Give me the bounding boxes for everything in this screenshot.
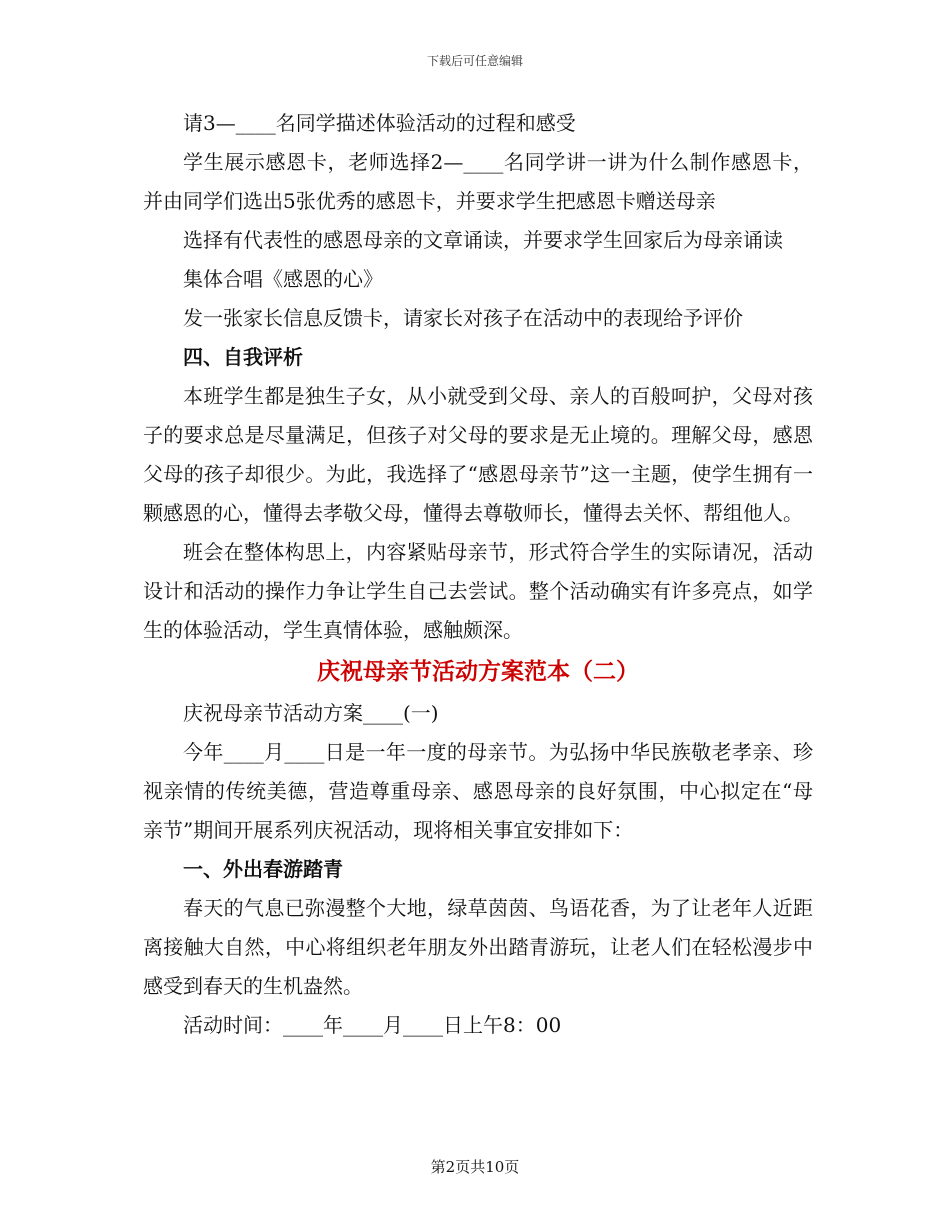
paragraph: 选择有代表性的感恩母亲的文章诵读，并要求学生回家后为母亲诵读 bbox=[183, 228, 783, 252]
paragraph: 活动时间：____年____月____日上午8：00 bbox=[183, 1013, 562, 1037]
page-header: 下载后可任意编辑 bbox=[426, 54, 523, 68]
paragraph: 发一张家长信息反馈卡，请家长对孩子在活动中的表现给予评价 bbox=[183, 306, 743, 330]
section-heading: 一、外出春游踏青 bbox=[183, 857, 343, 881]
page-footer: 第2页共10页 bbox=[430, 1158, 520, 1176]
paragraph: 春天的气息已弥漫整个大地，绿草茵茵、鸟语花香，为了让老年人近距离接触大自然，中心将组织老年朋友外出踏青游玩，让老人们在轻松漫步中感受到春天的生机盎然。 bbox=[143, 896, 813, 998]
document-title: 庆祝母亲节活动方案范本（二） bbox=[317, 659, 639, 685]
section-heading: 四、自我评析 bbox=[183, 345, 303, 369]
paragraph: 集体合唱《感恩的心》 bbox=[183, 267, 383, 291]
paragraph: 班会在整体构思上，内容紧贴母亲节，形式符合学生的实际请况，活动设计和活动的操作力争让学生自己去尝试。整个活动确实有许多亮点，如学生的体验活动，学生真情体验，感触颇深。 bbox=[143, 540, 813, 642]
document-body bbox=[143, 104, 813, 1045]
paragraph: 本班学生都是独生子女，从小就受到父母、亲人的百般呵护，父母对孩子的要求总是尽量满足，但孩子对父母的要求是无止境的。理解父母，感恩父母的孩子却很少。为此，我选择了“感恩母亲节”这一主题，使学生拥有一颗感恩的心，懂得去孝敬父母，懂得去尊敬师长，懂得去关怀、帮组他人。 bbox=[143, 384, 813, 525]
paragraph: 请3—____名同学描述体验活动的过程和感受 bbox=[183, 111, 576, 135]
paragraph: 学生展示感恩卡，老师选择2—____名同学讲一讲为什么制作感恩卡，并由同学们选出5张优秀的感恩卡，并要求学生把感恩卡赠送母亲 bbox=[143, 150, 813, 213]
paragraph: 今年____月____日是一年一度的母亲节。为弘扬中华民族敬老孝亲、珍视亲情的传统美德，营造尊重母亲、感恩母亲的良好氛围，中心拟定在“母亲节”期间开展系列庆祝活动，现将相关事宜安排如下： bbox=[143, 740, 813, 842]
paragraph: 庆祝母亲节活动方案____(一) bbox=[183, 701, 439, 725]
